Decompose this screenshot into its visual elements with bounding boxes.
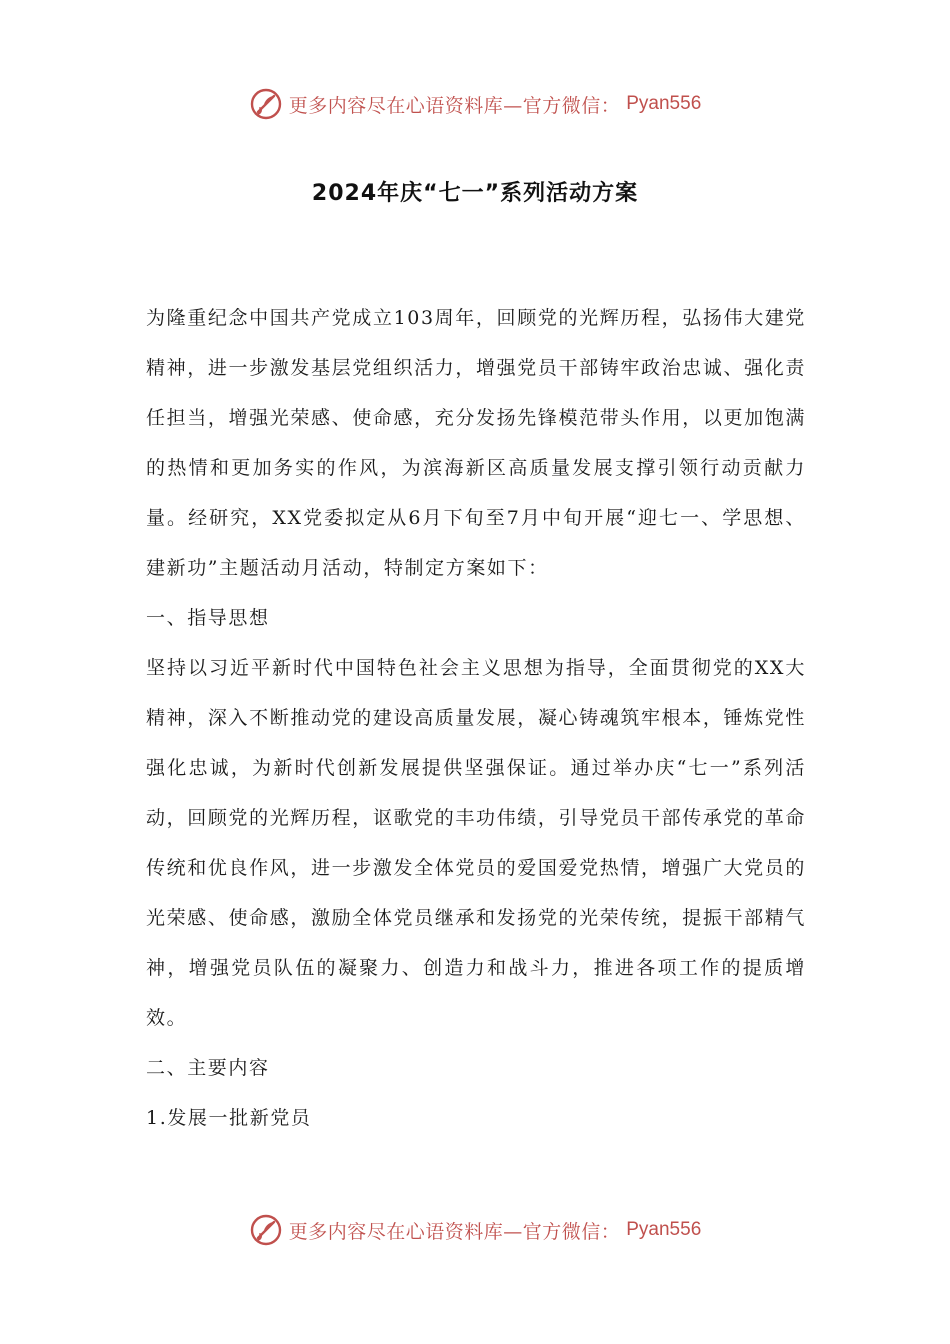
document-title: 2024年庆“七一”系列活动方案 <box>311 181 639 206</box>
subsection-heading-new-members: 1.发展一批新党员 <box>146 1107 312 1129</box>
watermark-text: 更多内容尽在心语资料库—官方微信： <box>288 94 621 117</box>
quill-logo-icon <box>249 1213 283 1247</box>
header-watermark <box>0 86 950 122</box>
quill-logo-icon <box>249 87 283 121</box>
section-heading-guiding-thought: 一、指导思想 <box>146 607 270 629</box>
document-body <box>146 293 806 1143</box>
section-heading-main-content: 二、主要内容 <box>146 1057 270 1079</box>
intro-paragraph: 为隆重纪念中国共产党成立103周年，回顾党的光辉历程，弘扬伟大建党精神，进一步激发基层党组织活力，增强党员干部铸牢政治忠诚、强化责任担当，增强光荣感、使命感，充分发扬先锋模范带头作用，以更加饱满的热情和更加务实的作风，为滨海新区高质量发展支撑引领行动贡献力量。经研究，XX党委拟定从6月下旬至7月中旬开展“迎七一、学思想、建新功”主题活动月活动，特制定方案如下： <box>146 307 806 579</box>
watermark-wechat-id: Pyan556 <box>626 1219 702 1240</box>
footer-watermark <box>0 1212 950 1248</box>
watermark-text: 更多内容尽在心语资料库—官方微信： <box>288 1220 621 1243</box>
watermark-wechat-id: Pyan556 <box>626 93 702 114</box>
guiding-thought-paragraph: 坚持以习近平新时代中国特色社会主义思想为指导，全面贯彻党的XX大精神，深入不断推动党的建设高质量发展，凝心铸魂筑牢根本，锤炼党性强化忠诚，为新时代创新发展提供坚强保证。通过举办庆“七一”系列活动，回顾党的光辉历程，讴歌党的丰功伟绩，引导党员干部传承党的革命传统和优良作风，进一步激发全体党员的爱国爱党热情，增强广大党员的光荣感、使命感，激励全体党员继承和发扬党的光荣传统，提振干部精气神，增强党员队伍的凝聚力、创造力和战斗力，推进各项工作的提质增效。 <box>146 657 806 1029</box>
